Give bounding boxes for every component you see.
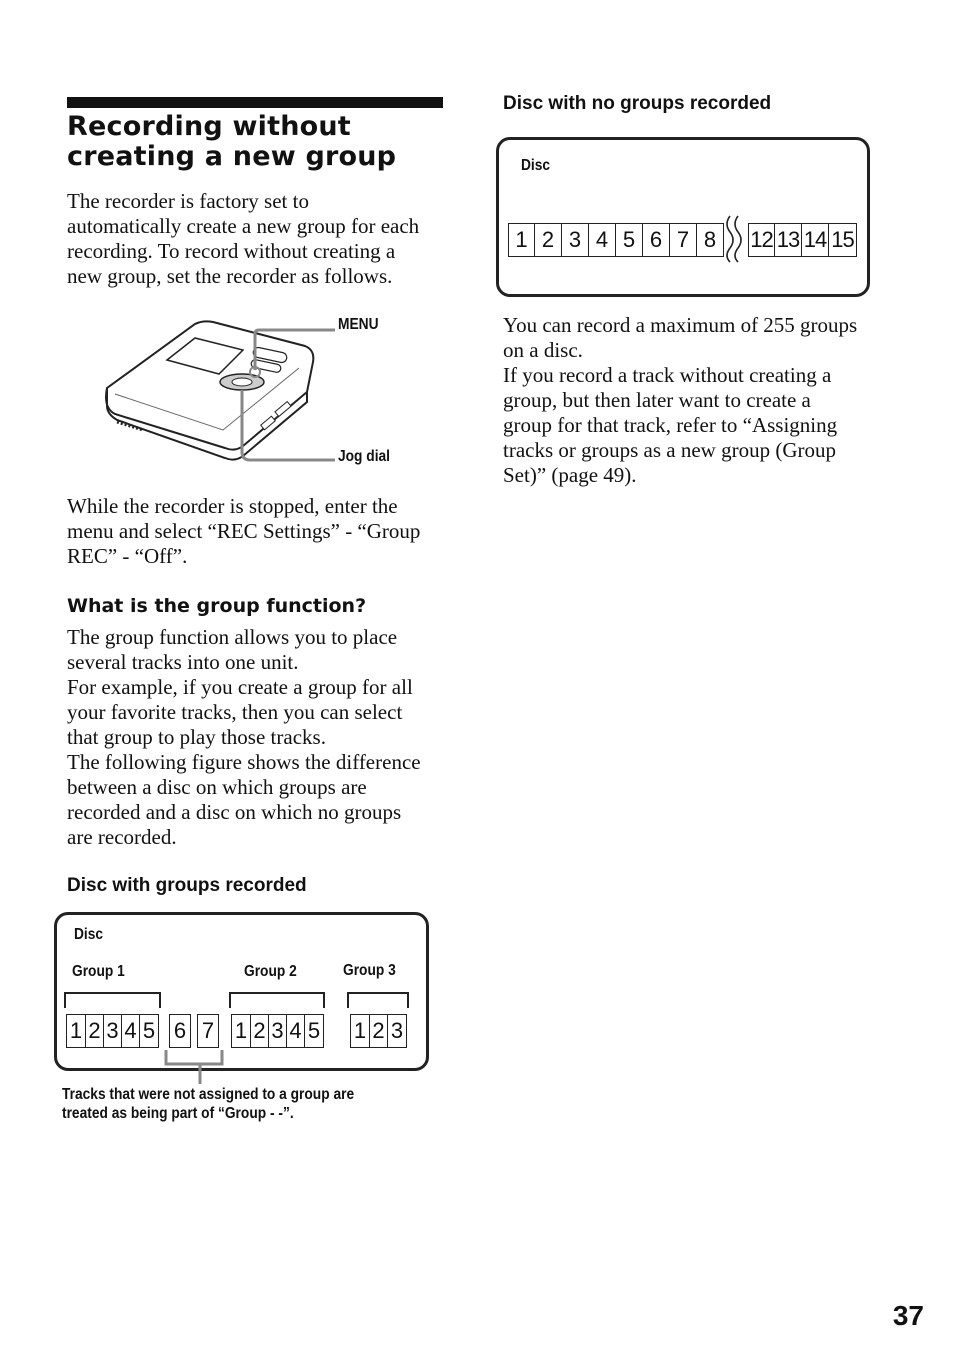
ungrouped-connector — [160, 1048, 230, 1088]
track-cell: 8 — [703, 227, 717, 252]
group-function-paragraph — [67, 625, 421, 850]
track-cell: 6 — [643, 224, 670, 256]
text-line: menu and select “REC Settings” - “Group — [67, 519, 421, 543]
text-line: tracks or groups as a new group (Group — [503, 438, 836, 462]
track-cell: 1 — [509, 224, 535, 256]
ungrouped-note — [62, 1085, 354, 1123]
group2-label: Group 2 — [244, 963, 297, 980]
text-line: The recorder is factory set to — [67, 189, 309, 213]
track-cell: 3 — [104, 1015, 122, 1047]
group1-tracks — [66, 1014, 159, 1048]
text-line: automatically create a new group for each — [67, 214, 420, 238]
track-cell: 6 — [173, 1018, 187, 1043]
group1-label: Group 1 — [72, 963, 125, 980]
note-line: treated as being part of “Group - -”. — [62, 1105, 294, 1122]
track-cell: 1 — [351, 1015, 370, 1047]
right-body-paragraph — [503, 313, 857, 488]
disc-label: Disc — [521, 157, 551, 174]
track-cell: 15 — [831, 227, 854, 252]
recorder-illustration — [95, 310, 355, 470]
heading-rule — [67, 97, 443, 108]
track-cell: 2 — [86, 1015, 104, 1047]
text-line: recording. To record without creating a — [67, 239, 396, 263]
track-cell: 3 — [390, 1018, 404, 1043]
figure-nogroups-heading: Disc with no groups recorded — [503, 93, 772, 114]
page-title-line1: Recording without — [67, 111, 351, 142]
group2-tracks — [231, 1014, 324, 1048]
track-cell: 13 — [775, 224, 802, 256]
track-cell: 1 — [67, 1015, 86, 1047]
track-break-squiggle — [722, 214, 750, 264]
menu-callout-label: MENU — [338, 316, 379, 333]
text-line: new group, set the recorder as follows. — [67, 264, 393, 288]
text-line: recorded and a disc on which no groups — [67, 800, 402, 824]
track-cell: 1 — [232, 1015, 251, 1047]
text-line: several tracks into one unit. — [67, 650, 299, 674]
text-line: You can record a maximum of 255 groups — [503, 313, 858, 337]
group2-bracket — [229, 992, 325, 1008]
track-cell: 12 — [749, 224, 775, 256]
text-line: your favorite tracks, then you can select — [67, 700, 403, 724]
text-line: The following figure shows the difference — [67, 750, 421, 774]
text-line: Set)” (page 49). — [503, 463, 637, 487]
track-cell: 3 — [562, 224, 589, 256]
group1-bracket — [64, 992, 161, 1008]
track-cell: 4 — [287, 1015, 305, 1047]
group3-bracket — [347, 992, 409, 1008]
text-line: While the recorder is stopped, enter the — [67, 494, 398, 518]
ungrouped-track-6 — [169, 1014, 191, 1048]
track-cell: 2 — [251, 1015, 269, 1047]
figure-groups-heading: Disc with groups recorded — [67, 875, 307, 896]
track-cell: 2 — [535, 224, 562, 256]
track-cell: 4 — [122, 1015, 140, 1047]
page-title — [67, 112, 396, 172]
text-line: If you record a track without creating a — [503, 363, 832, 387]
ungrouped-track-7 — [197, 1014, 219, 1048]
track-cell: 3 — [269, 1015, 287, 1047]
track-cell: 7 — [670, 224, 697, 256]
text-line: The group function allows you to place — [67, 625, 398, 649]
text-line: For example, if you create a group for all — [67, 675, 413, 699]
group3-label: Group 3 — [343, 962, 396, 979]
track-cell: 2 — [370, 1015, 388, 1047]
text-line: on a disc. — [503, 338, 583, 362]
text-line: that group to play those tracks. — [67, 725, 326, 749]
instruction-paragraph — [67, 494, 420, 569]
note-line: Tracks that were not assigned to a group are — [62, 1086, 355, 1103]
jog-dial-callout-label: Jog dial — [338, 448, 390, 465]
disc-nogroups-figure — [496, 137, 870, 297]
group-function-heading: What is the group function? — [67, 595, 367, 617]
track-cell: 14 — [802, 224, 829, 256]
nogroup-tracks-first — [508, 223, 724, 257]
disc-label: Disc — [74, 926, 104, 943]
text-line: group, but then later want to create a — [503, 388, 811, 412]
nogroup-tracks-last — [748, 223, 857, 257]
track-cell: 7 — [201, 1018, 215, 1043]
track-cell: 5 — [307, 1018, 321, 1043]
text-line: group for that track, refer to “Assigning — [503, 413, 838, 437]
intro-paragraph — [67, 189, 419, 289]
text-line: REC” - “Off”. — [67, 544, 188, 568]
page-number: 37 — [892, 1300, 924, 1331]
text-line: are recorded. — [67, 825, 177, 849]
page-title-line2: creating a new group — [67, 141, 397, 172]
track-cell: 5 — [142, 1018, 156, 1043]
group3-tracks — [350, 1014, 407, 1048]
text-line: between a disc on which groups are — [67, 775, 367, 799]
track-cell: 5 — [616, 224, 643, 256]
track-cell: 4 — [589, 224, 616, 256]
